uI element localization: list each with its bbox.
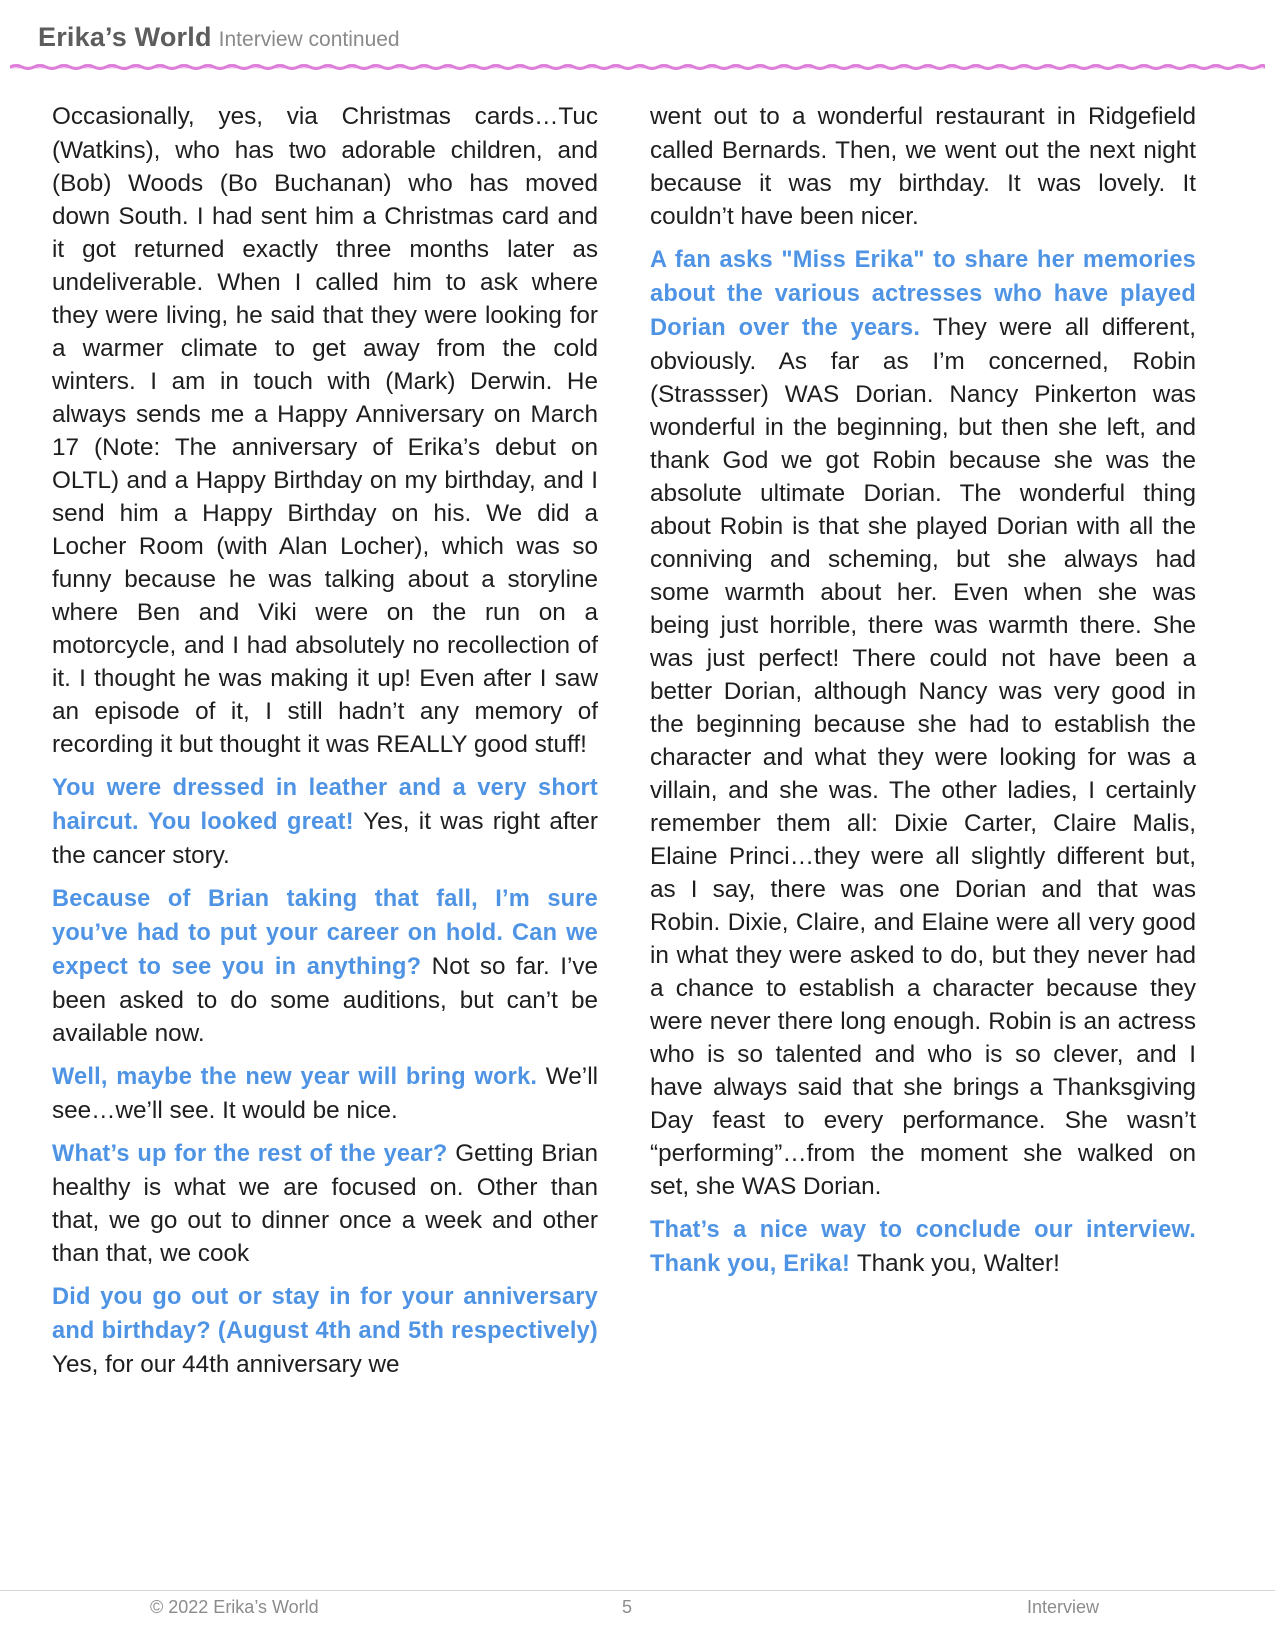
page-header xyxy=(38,22,400,62)
interview-answer: We’ll see…we’ll see. It would be nice. xyxy=(52,1063,598,1124)
interview-answer: Thank you, Walter! xyxy=(856,1250,1060,1277)
interview-question: Did you go out or stay in for your anniversary and birthday? (August 4th and 5th respectively) xyxy=(52,1284,598,1344)
interview-answer: went out to a wonderful restaurant in Ridgefield called Bernards. Then, we went out the next night because it was my birthday. It was lovely. It couldn’t have been nicer. xyxy=(650,103,1196,230)
interview-paragraph xyxy=(52,1137,598,1270)
interview-column-right xyxy=(650,100,1196,1291)
interview-paragraph xyxy=(650,243,1196,1203)
footer-page-number: 5 xyxy=(622,1597,633,1617)
interview-question: Well, maybe the new year will bring work. xyxy=(52,1064,546,1090)
footer-divider xyxy=(0,1590,1275,1591)
interview-question: A fan asks "Miss Erika" to share her memories about the various actresses who have played Dorian over the years. xyxy=(650,247,1196,341)
interview-paragraph xyxy=(650,100,1196,233)
interview-answer: Yes, for our 44th anniversary we xyxy=(52,1351,400,1378)
interview-answer: Not so far. I’ve been asked to do some auditions, but can’t be available now. xyxy=(52,953,598,1047)
footer-section-label: Interview xyxy=(1027,1597,1100,1617)
interview-answer: Occasionally, yes, via Christmas cards…Tuc (Watkins), who has two adorable children, and (Bob) Woods (Bo Buchanan) who has moved down South. I had sent him a Christmas card and it got returned exactly three months later as undeliverable. When I called him to ask where they were living, he said that they were looking for a warmer climate to get away from the cold winters. I am in touch with (Mark) Derwin. He always sends me a Happy Anniversary on March 17 (Note: The anniversary of Erika’s debut on OLTL) and a Happy Birthday on my birthday, and I send him a Happy Birthday on his. We did a Locher Room (with Alan Locher), which was so funny because he was talking about a storyline where Ben and Viki were on the run on a motorcycle, and I had absolutely no recollection of it. I thought he was making it up! Even after I saw an episode of it, I still hadn’t any memory of recording it but thought it was REALLY good stuff! xyxy=(52,103,598,758)
interview-paragraph xyxy=(52,1060,598,1127)
interview-question: Because of Brian taking that fall, I’m sure you’ve had to put your career on hold. Can we expect to see you in anything? xyxy=(52,886,598,980)
interview-answer: Getting Brian healthy is what we are focused on. Other than that, we go out to dinner once a week and other than that, we cook xyxy=(52,1140,599,1267)
interview-answer: They were all different, obviously. As far as I’m concerned, Robin (Strassser) WAS Dorian. Nancy Pinkerton was wonderful in the beginning, but then she left, and thank God we got Robin because she was the absolute ultimate Dorian. The wonderful thing about Robin is that she played Dorian with all the conniving and scheming, but she always had some warmth about her. Even when she was being just horrible, there was warmth there. She was just perfect! There could not have been a better Dorian, although Nancy was very good in the beginning because she had to establish the character and what they were looking for was a villain, and she was. The other ladies, I certainly remember them all: Dixie Carter, Claire Malis, Elaine Princi…they were all slightly different but, as I say, there was one Dorian and that was Robin. Dixie, Claire, and Elaine were all very good in what they were asked to do, but they never had a chance to establish a character because they were never there long enough. Robin is an actress who is so talented and who is so clever, and I have always said that she brings a Thanksgiving Day feast to every performance. She wasn’t “performing”…from the moment she walked on set, she WAS Dorian. xyxy=(650,314,1196,1200)
interview-paragraph xyxy=(52,100,598,761)
interview-paragraph xyxy=(52,1280,598,1381)
interview-question: That’s a nice way to conclude our interview. Thank you, Erika! xyxy=(650,1217,1196,1277)
interview-paragraph xyxy=(650,1213,1196,1281)
interview-question: You were dressed in leather and a very short haircut. You looked great! xyxy=(52,775,598,835)
interview-paragraph xyxy=(52,882,598,1050)
header-divider xyxy=(10,62,1265,72)
section-subtitle: Interview continued xyxy=(218,28,400,51)
footer-copyright: © 2022 Erika’s World xyxy=(150,1597,319,1617)
publication-title: Erika’s World xyxy=(38,22,212,52)
interview-question: What’s up for the rest of the year? xyxy=(52,1141,456,1167)
interview-column-left xyxy=(52,100,598,1391)
interview-paragraph xyxy=(52,771,598,872)
interview-answer: Yes, it was right after the cancer story. xyxy=(52,808,598,869)
